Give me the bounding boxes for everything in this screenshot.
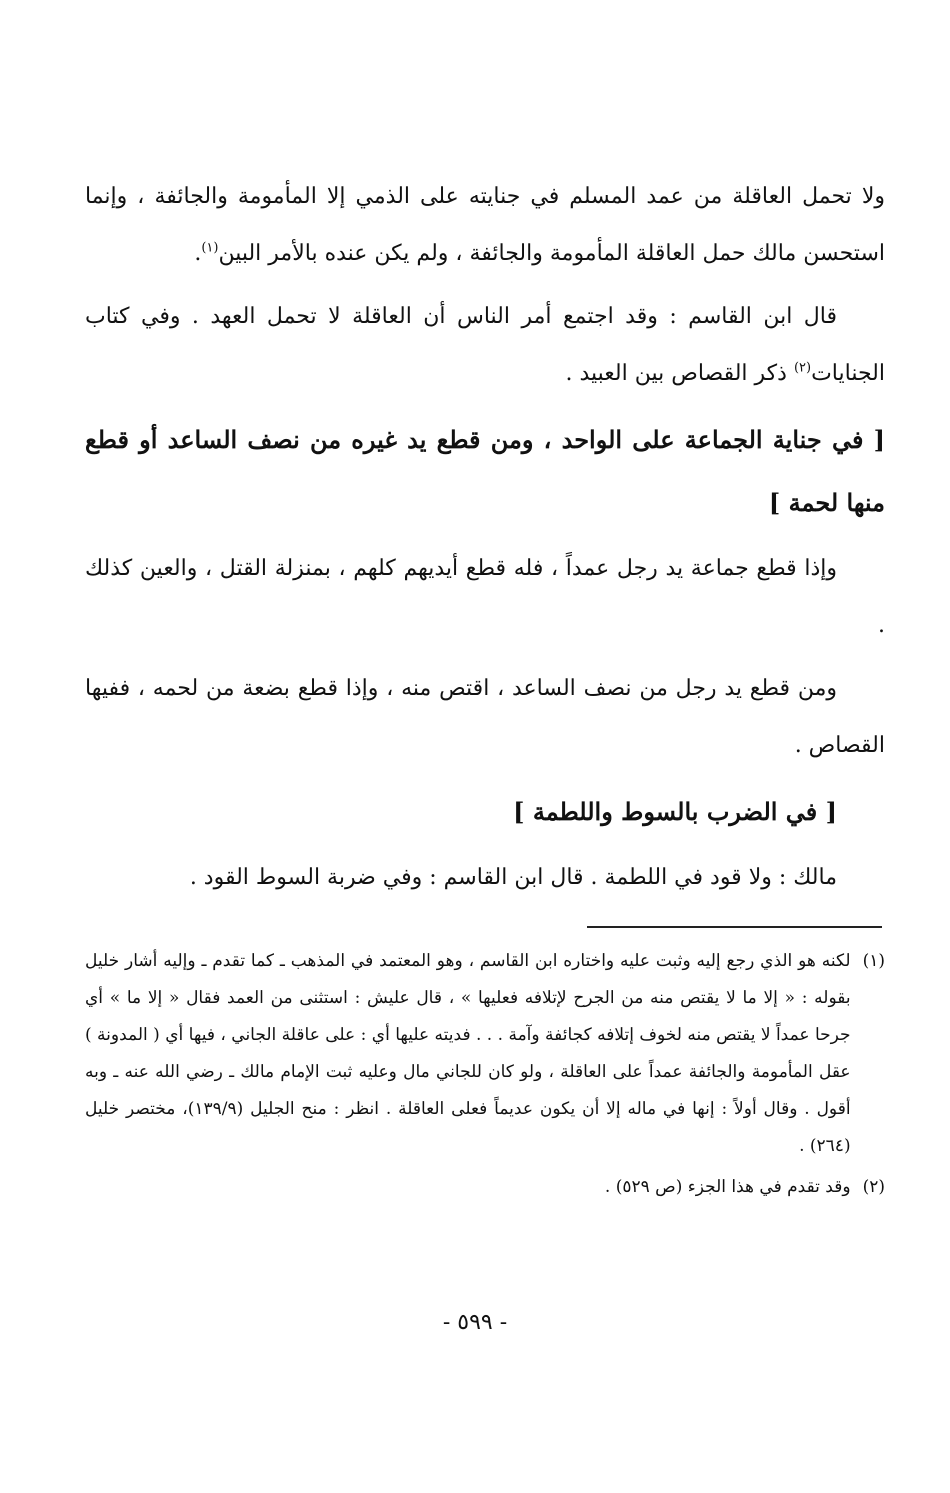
- footnote-1: [85, 943, 885, 1165]
- paragraph-4: ومن قطع يد رجل من نصف الساعد ، اقتص منه ، وإذا قطع بضعة من لحمه ، ففيها القصاص .: [85, 676, 885, 758]
- footnote-text-2: وقد تقدم في هذا الجزء (ص ٥٢٩) .: [604, 1177, 851, 1197]
- paragraph-3: وإذا قطع جماعة يد رجل عمداً ، فله قطع أيديهم كلهم ، بمنزلة القتل ، والعين كذلك .: [85, 556, 885, 638]
- page-number: - ٥٩٩ -: [442, 1310, 508, 1335]
- paragraph-2-text-b: ذكر القصاص بين العبيد .: [565, 361, 794, 386]
- paragraph-1: [85, 168, 885, 282]
- footnote-number-1: (١): [862, 951, 885, 971]
- footnote-divider: [587, 926, 882, 928]
- section-heading-2: [ في الضرب بالسوط واللطمة ]: [513, 797, 837, 826]
- paragraph-2-text-a: قال ابن القاسم : وقد اجتمع أمر الناس أن العاقلة لا تحمل العهد . وفي كتاب الجنايات: [85, 304, 885, 386]
- footnote-ref-1: (١): [201, 240, 219, 256]
- paragraph-2: [85, 288, 885, 402]
- footnote-ref-2: (٢): [793, 360, 812, 376]
- footnote-number-2: (٢): [862, 1177, 885, 1197]
- footnote-2: [85, 1169, 885, 1206]
- section-heading-1: [ في جناية الجماعة على الواحد ، ومن قطع يد غيره من نصف الساعد أو قطع منها لحمة ]: [85, 425, 885, 517]
- paragraph-1-end: .: [194, 241, 202, 266]
- footnote-text-1: لكنه هو الذي رجع إليه وثبت عليه واختاره ابن القاسم ، وهو المعتمد في المذهب ـ كما تقدم ـ وإليه أشار خليل بقوله : « إلا ما لا يقتص منه من الجرح لإتلافه فعليها » ، قال عليش : استثنى من العمد فقال « إلا ما » أي جرحا عمداً لا يقتص منه لخوف إتلافه كجائفة وآمة . . . فديته عليها أي : على عاقلة الجاني ، فيها أي ( المدونة ) عقل المأمومة والجائفة عمداً على العاقلة ، ولو كان للجاني مال وعليه ثبت الإمام مالك ـ رضي الله عنه ـ وبه أقول . وقال أولاً : إنها في ماله إلا أن يكون عديماً فعلى العاقلة . انظر : منح الجليل (١٣٩/٩)، مختصر خليل (٢٦٤) .: [85, 951, 851, 1156]
- paragraph-1-text: ولا تحمل العاقلة من عمد المسلم في جنايته على الذمي إلا المأمومة والجائفة ، وإنما استحسن مالك حمل العاقلة المأمومة والجائفة ، ولم يكن عنده بالأمر البين: [85, 184, 885, 266]
- footnotes: [85, 943, 885, 1210]
- paragraph-5: مالك : ولا قود في اللطمة . قال ابن القاسم : وفي ضربة السوط القود .: [189, 865, 837, 890]
- main-text: [85, 168, 885, 912]
